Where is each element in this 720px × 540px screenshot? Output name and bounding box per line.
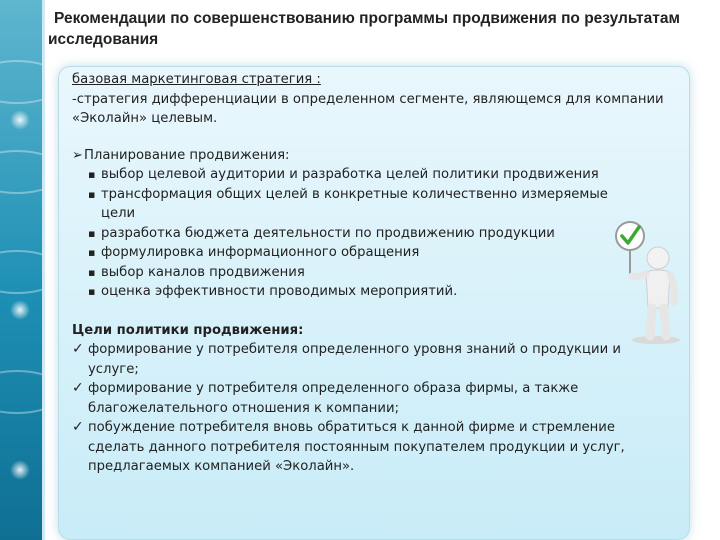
list-item [72, 340, 672, 379]
strategy-heading: базовая маркетинговая стратегия : [72, 72, 321, 87]
list-item [88, 243, 672, 263]
glow-dot [10, 460, 30, 480]
goals-heading: Цели политики продвижения: [72, 322, 304, 338]
list-item-text: трансформация общих целей в конкретные количественно измеряемые цели [101, 186, 608, 221]
list-item [72, 379, 672, 418]
list-item [72, 418, 672, 477]
decorative-side-strip [0, 0, 42, 540]
checkmark-bullet-icon: ✓ [72, 380, 84, 396]
wave-decoration [0, 370, 42, 414]
list-item [88, 263, 672, 283]
list-item-text: формирование у потребителя определенного уровня знаний о продукции и услуге; [88, 342, 621, 377]
list-item-text: формулировка информационного обращения [101, 245, 420, 260]
list-item [88, 224, 672, 244]
planning-list [72, 165, 672, 302]
square-bullet-icon: ▪ [88, 226, 96, 240]
list-item-text: формирование у потребителя определенного образа фирмы, а также благожелательного отношения к компании; [88, 381, 579, 416]
checkmark-bullet-icon: ✓ [72, 419, 84, 435]
glow-dot [10, 300, 30, 320]
goals-list [72, 340, 672, 477]
arrow-bullet-icon: ➢ [72, 147, 83, 163]
list-item-text: оценка эффективности проводимых мероприятий. [101, 284, 458, 299]
list-item [88, 165, 672, 185]
slide-title-line2: исследования [48, 31, 159, 48]
checkmark-bullet-icon: ✓ [72, 341, 84, 357]
list-item-text: побуждение потребителя вновь обратиться к данной фирме и стремление сделать данного потребителя постоянным покупателем продукции и услуг, предлагаемых компанией «Эколайн». [88, 420, 625, 474]
glow-dot [10, 110, 30, 130]
square-bullet-icon: ▪ [88, 265, 96, 279]
planning-heading: Планирование продвижения: [84, 147, 290, 163]
slide-title-line1: Рекомендации по совершенствованию программы продвижения по результатам [54, 10, 680, 27]
wave-decoration [0, 60, 42, 104]
slide-title [48, 8, 708, 50]
strip-divider [42, 0, 45, 540]
list-item [88, 282, 672, 302]
square-bullet-icon: ▪ [88, 246, 96, 259]
list-item-text: разработка бюджета деятельности по продвижению продукции [101, 225, 555, 241]
wave-decoration [0, 150, 42, 194]
square-bullet-icon: ▪ [88, 285, 96, 298]
list-item [88, 185, 672, 224]
list-item-text: выбор каналов продвижения [101, 264, 305, 280]
person-with-checkmark-sign-icon [606, 216, 696, 346]
list-item-text: выбор целевой аудитории и разработка целей политики продвижения [101, 167, 599, 182]
wave-decoration [0, 250, 42, 294]
square-bullet-icon: ▪ [88, 187, 96, 201]
content-text [72, 70, 672, 477]
square-bullet-icon: ▪ [88, 168, 96, 181]
planning-heading-row [72, 146, 672, 166]
strategy-text: -стратегия дифференциации в определенном сегменте, являющемся для компании «Эколайн» целевым. [72, 91, 664, 126]
